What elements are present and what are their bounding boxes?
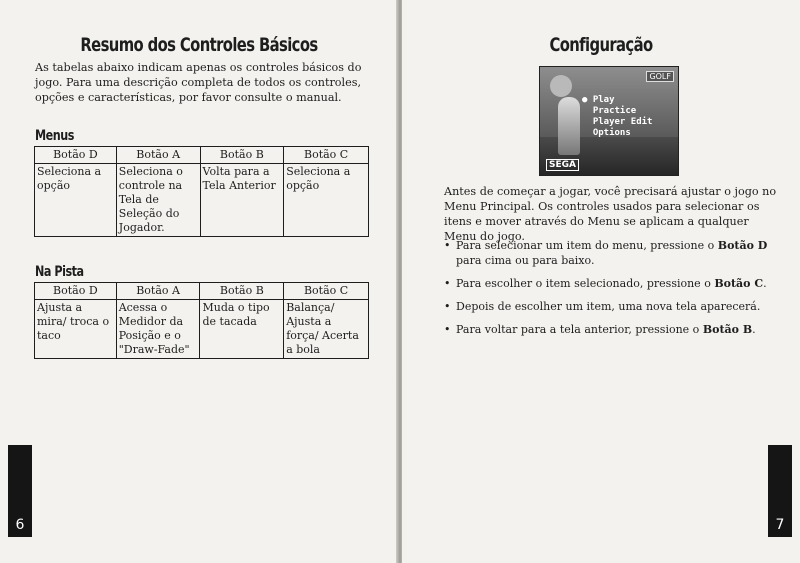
table-row — [35, 300, 369, 359]
table-cell: Seleciona o controle na Tela de Seleção do Jogador. — [116, 164, 200, 237]
page-title-right: Configuração — [549, 34, 653, 56]
column-header: Botão D — [35, 283, 117, 300]
column-header: Botão B — [200, 283, 284, 300]
list-item: • Para voltar para a tela anterior, pressione o Botão B. — [444, 322, 784, 337]
section-heading-menus: Menus — [35, 128, 74, 144]
menu-item-options: Options — [592, 128, 631, 138]
game-logo: GOLF — [646, 71, 674, 82]
table-row — [35, 164, 369, 237]
column-header: Botão D — [35, 147, 117, 164]
menus-controls-table — [34, 146, 369, 237]
table-cell: Seleciona a opção — [35, 164, 117, 237]
intro-text-right: Antes de começar a jogar, você precisará ajustar o jogo no Menu Principal. Os controles usados para selecionar os itens e mover através do Menu se aplicam a qualquer Menu do jogo. — [444, 185, 777, 243]
instruction-list — [444, 238, 784, 345]
table-cell: Acessa o Medidor da Posição e o "Draw-Fade" — [116, 300, 200, 359]
page-number-tab-right — [768, 445, 792, 537]
page-title-left: Resumo dos Controles Básicos — [80, 34, 318, 56]
list-item: • Para escolher o item selecionado, pressione o Botão C. — [444, 276, 784, 291]
list-item: • Depois de escolher um item, uma nova tela aparecerá. — [444, 299, 784, 314]
golfer-figure-icon — [558, 97, 580, 155]
column-header: Botão B — [200, 147, 284, 164]
table-cell: Ajusta a mira/ troca o taco — [35, 300, 117, 359]
column-header: Botão C — [284, 283, 369, 300]
table-header-row — [35, 147, 369, 164]
menu-item-play: ● Play — [582, 95, 615, 105]
page-number-left: 6 — [15, 517, 25, 533]
list-item: • Para selecionar um item do menu, pressione o Botão D para cima ou para baixo. — [444, 238, 784, 268]
table-cell: Muda o tipo de tacada — [200, 300, 284, 359]
na-pista-controls-table — [34, 282, 369, 359]
table-header-row — [35, 283, 369, 300]
page-number-tab-left — [8, 445, 32, 537]
golf-ball-icon — [550, 75, 572, 97]
game-screenshot — [539, 66, 679, 176]
section-heading-na-pista: Na Pista — [35, 264, 84, 280]
column-header: Botão A — [116, 283, 200, 300]
column-header: Botão C — [284, 147, 369, 164]
right-page — [402, 0, 800, 563]
page-number-right: 7 — [775, 517, 785, 533]
left-page — [0, 0, 398, 563]
main-menu-list — [582, 95, 652, 139]
sega-logo: SEGA — [546, 159, 579, 171]
table-cell: Volta para a Tela Anterior — [200, 164, 284, 237]
menu-item-practice: Practice — [592, 106, 637, 116]
table-cell: Seleciona a opção — [284, 164, 369, 237]
table-cell: Balança/ Ajusta a força/ Acerta a bola — [284, 300, 369, 359]
menu-item-player-edit: Player Edit — [592, 117, 653, 127]
intro-text-left: As tabelas abaixo indicam apenas os controles básicos do jogo. Para uma descrição completa de todos os controles, opções e características, por favor consulte o manual. — [35, 61, 362, 104]
column-header: Botão A — [116, 147, 200, 164]
